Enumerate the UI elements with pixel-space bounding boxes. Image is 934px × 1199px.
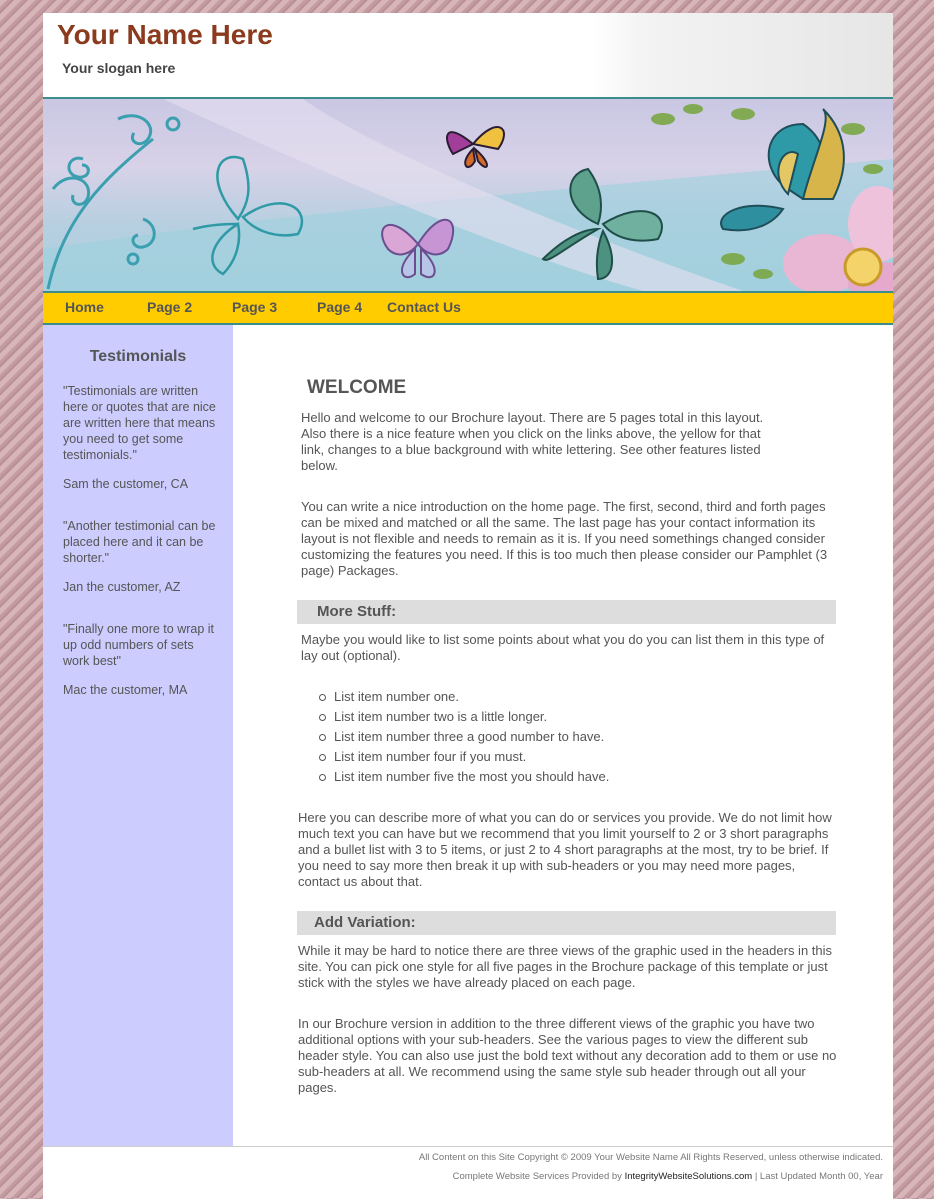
copyright-text: All Content on this Site Copyright © 2009 Your Website Name All Rights Reserved, unless otherwise indicated. (418, 1152, 883, 1163)
nav-item-home[interactable]: Home (65, 299, 104, 315)
main-navigation (43, 293, 893, 325)
page-container (43, 13, 893, 1198)
testimonial-quote: "Testimonials are written here or quotes that are nice are written here that means you need to get some testimonials." (63, 384, 216, 462)
content-paragraph: In our Brochure version in addition to the three different views of the graphic you have two additional options with your sub-headers. See the various pages to view the different sub header style. You can also use just the bold text without any decoration add to them or use no sub-headers at all. We recommend using the same style sub header through out all your pages. (298, 1016, 837, 1095)
content-paragraph: Here you can describe more of what you can do or services you provide. We do not limit how much text you can have but we recommend that you limit yourself to 2 or 3 short paragraphs and a bullet list with 3 to 5 items, or just 2 to 4 short paragraphs at the most, try to be brief. If you need to say more then break it up with sub-headers or you may need more pages, contact us about that. (298, 810, 832, 889)
nav-item-contact-us[interactable]: Contact Us (387, 299, 461, 315)
testimonial-quote: "Finally one more to wrap it up odd numbers of sets work best" (63, 622, 215, 668)
list-item: List item number one. (318, 687, 609, 707)
orange-butterfly-icon (447, 127, 504, 167)
nav-item-page-4[interactable]: Page 4 (317, 299, 363, 315)
testimonials-sidebar (43, 325, 233, 1146)
header-banner-image (43, 97, 893, 293)
list-item: List item number three a good number to have. (318, 727, 609, 747)
content-paragraph: While it may be hard to notice there are three views of the graphic used in the headers in this site. You can pick one style for all five pages in the Brochure package of this template or just stick with the styles we have already placed on each page. (298, 943, 833, 990)
testimonial-quote: "Another testimonial can be placed here and it can be shorter." (63, 519, 216, 565)
testimonials-title: Testimonials (89, 348, 187, 365)
last-updated-text: | Last Updated Month 00, Year (752, 1171, 883, 1182)
site-footer (43, 1146, 893, 1199)
site-header (43, 13, 893, 97)
credits-line (453, 1171, 883, 1182)
subheader-more-stuff: More Stuff: (297, 600, 836, 624)
page-title: WELCOME (307, 377, 407, 398)
butterfly-banner-illustration (43, 99, 893, 291)
credits-link[interactable]: IntegrityWebsiteSolutions.com (624, 1171, 753, 1182)
content-paragraph: Maybe you would like to list some points about what you do you can list them in this type of lay out (optional). (301, 632, 825, 663)
subheader-add-variation: Add Variation: (297, 911, 836, 935)
list-item: List item number four if you must. (318, 747, 609, 767)
site-name: Your Name Here (57, 19, 273, 50)
nav-item-page-2[interactable]: Page 2 (147, 299, 193, 315)
testimonial-customer: Jan the customer, AZ (63, 580, 181, 594)
site-slogan: Your slogan here (62, 60, 176, 76)
credits-prefix: Complete Website Services Provided by (452, 1171, 625, 1182)
list-item: List item number two is a little longer. (318, 707, 609, 727)
main-content (233, 325, 893, 1146)
bullet-list (318, 687, 609, 787)
list-item: List item number five the most you should have. (318, 767, 609, 787)
nav-item-page-3[interactable]: Page 3 (232, 299, 278, 315)
intro-paragraph: Hello and welcome to our Brochure layout. There are 5 pages total in this layout. Also there is a nice feature when you click on the links above, the yellow for that link, changes to a blue background with white lettering. See other features listed below. (301, 410, 764, 473)
testimonial-customer: Sam the customer, CA (63, 477, 189, 491)
intro-paragraph: You can write a nice introduction on the home page. The first, second, third and forth pages can be mixed and matched or all the same. The last page has your contact information its layout is not flexible and needs to remain as it is. If you need somethings changed consider customizing the features you need. If this is too much then please consider our Pamphlet (3 page) Packages. (301, 499, 828, 578)
testimonial-customer: Mac the customer, MA (63, 683, 188, 697)
